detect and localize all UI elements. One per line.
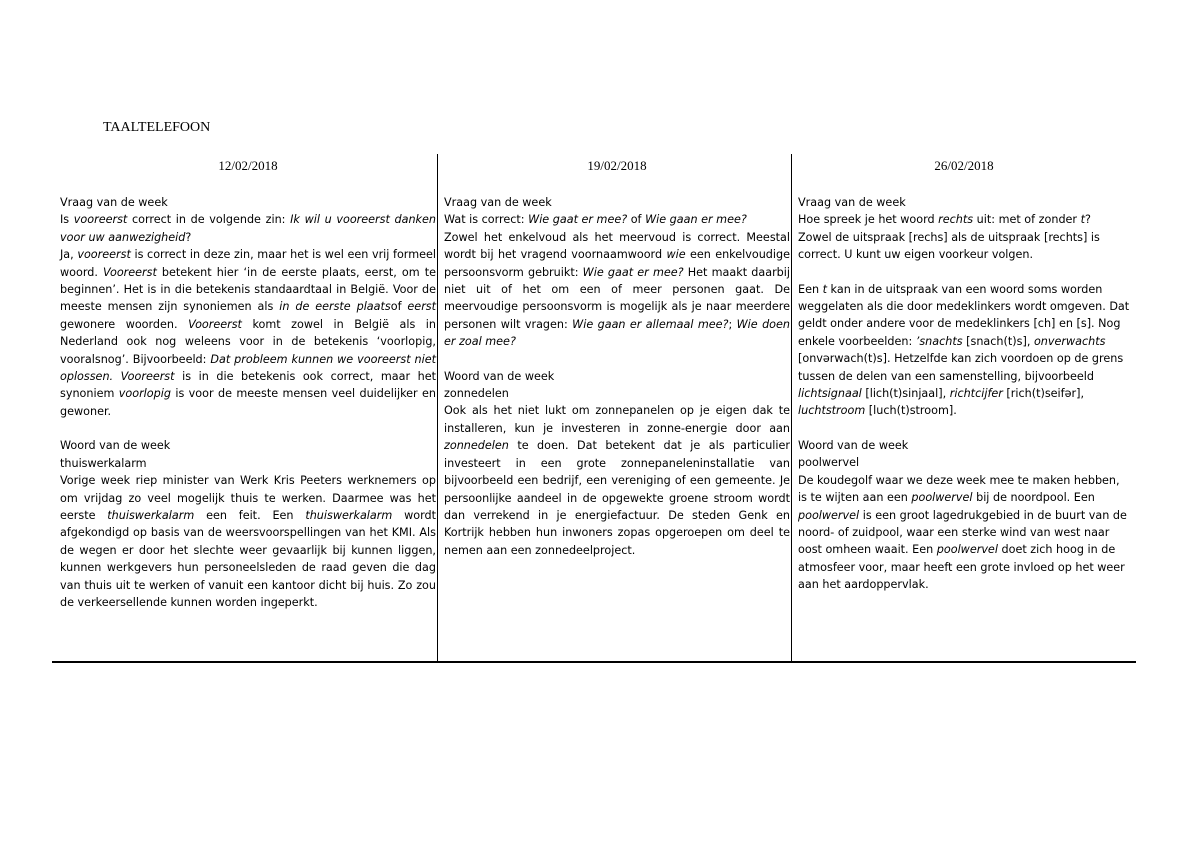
italic-term: poolwervel bbox=[798, 508, 860, 522]
word-of-week: zonnedelen bbox=[444, 387, 509, 401]
section-heading: Vraag van de week bbox=[60, 196, 168, 209]
italic-term: ’snachts bbox=[915, 334, 963, 348]
page-title: TAALTELEFOON bbox=[103, 120, 211, 135]
italic-term: eerst bbox=[407, 300, 437, 314]
italic-term: rechts bbox=[938, 213, 974, 227]
column-table bbox=[52, 154, 1136, 664]
italic-term: Wie gaan er allemaal mee? bbox=[572, 317, 729, 331]
answer-text: Zowel de uitspraak [rechs] als de uitspraak [rechts] is correct. U kunt uw eigen voorkeur volgen. bbox=[798, 230, 1100, 262]
question-text: Hoe spreek je het woord rechts uit: met of zonder t? bbox=[798, 213, 1091, 227]
section-heading: Woord van de week bbox=[60, 439, 171, 453]
section-word bbox=[798, 437, 1130, 594]
section-heading: Vraag van de week bbox=[444, 196, 552, 209]
column-26-02 bbox=[798, 154, 1130, 662]
question-text: Is vooreerst correct in de volgende zin: Ik wil u vooreerst danken voor uw aanwezigheid? bbox=[60, 213, 437, 244]
italic-term: onverwachts bbox=[1033, 334, 1106, 348]
section-word bbox=[60, 437, 436, 611]
italic-term: poolwervel bbox=[936, 543, 998, 557]
section-heading: Vraag van de week bbox=[798, 196, 906, 209]
column-divider bbox=[437, 154, 438, 662]
italic-term: vooreerst bbox=[77, 248, 131, 262]
italic-term: Wie gaan er mee? bbox=[645, 213, 747, 227]
answer-text: Ja, vooreerst is correct in deze zin, maar het is wel een vrij formeel woord. Vooreerst betekent hier ‘in de eerste plaats, eerst, om te beginnen’. Het is in die betekenis standaardtaal in België. Voor de meeste mensen zijn synoniemen als in de eerste plaatsof eerst gewonere woorden. Vooreerst komt zowel in België als in Nederland ook nog weleens voor in de betekenis ‘voorlopig, vooralsnog’. Bijvoorbeeld: Dat probleem kunnen we vooreerst niet oplossen. Vooreerst is in die betekenis ook correct, maar het synoniem voorlopig is voor de meeste mensen veel duidelijker en gewoner. bbox=[60, 248, 437, 418]
column-19-02 bbox=[444, 154, 790, 662]
question-text: Wat is correct: Wie gaat er mee? of Wie gaan er mee? bbox=[444, 213, 747, 227]
italic-term: thuiswerkalarm bbox=[107, 508, 195, 522]
italic-term: voorlopig bbox=[118, 387, 171, 401]
italic-term: Wie doen er zoal mee? bbox=[444, 317, 790, 349]
italic-term: Wie gaat er mee? bbox=[582, 265, 684, 279]
italic-term: Vooreerst bbox=[102, 265, 157, 279]
italic-term: wie bbox=[666, 248, 686, 262]
italic-term: luchtstroom bbox=[798, 404, 866, 418]
italic-term: in de eerste plaats bbox=[279, 300, 391, 314]
word-text: Vorige week riep minister van Werk Kris Peeters werknemers op om vrijdag zo veel mogelijk thuis te werken. Daarmee was het eerste thuiswerkalarm een feit. Een thuiswerkalarm wordt afgekondigd op basis van de weersvoorspellingen van het KMI. Als de wegen er door het slechte weer gevaarlijk bij kunnen liggen, kunnen werkgevers hun personeelsleden de raad geven die dag van thuis uit te werken of vanuit een kantoor dicht bij huis. Zo zou de verkeersellende kunnen worden ingeperkt. bbox=[60, 474, 436, 609]
section-word bbox=[444, 368, 790, 559]
italic-term: Wie gaat er mee? bbox=[528, 213, 628, 227]
italic-term: t bbox=[1080, 213, 1085, 227]
column-12-02 bbox=[60, 154, 436, 662]
italic-term: richtcijfer bbox=[949, 387, 1003, 401]
word-of-week: thuiswerkalarm bbox=[60, 456, 147, 470]
italic-term: t bbox=[822, 282, 827, 296]
italic-term: zonnedelen bbox=[444, 439, 509, 453]
answer-text-extra: Een t kan in de uitspraak van een woord soms worden weggelaten als die door medeklinkers wordt omgeven. Dat geldt onder andere voor de medeklinkers [ch] en [s]. Nog enkele voorbeelden: ’snachts [snach(t)s], onverwachts [onvərwach(t)s]. Hetzelfde kan zich voordoen op de grens tussen de delen van een samenstelling, bijvoorbeeld lichtsignaal [lich(t)sinjaal], richtcijfer [rich(t)seifər], luchtstroom [luch(t)stroom]. bbox=[798, 282, 1130, 418]
italic-term: poolwervel bbox=[911, 491, 973, 505]
answer-text: Zowel het enkelvoud als het meervoud is correct. Meestal wordt bij het vragend voornaamwoord wie een enkelvoudige persoonsvorm gebruikt: Wie gaat er mee? Het maakt daarbij niet uit of het om een of meer personen gaat. De meervoudige persoonsvorm is mogelijk als je naar meerdere personen wilt vragen: Wie gaan er allemaal mee?; Wie doen er zoal mee? bbox=[444, 230, 790, 349]
italic-term: Vooreerst bbox=[188, 317, 242, 331]
italic-term: Ik wil u vooreerst danken voor uw aanwezigheid bbox=[60, 213, 437, 244]
table-bottom-rule bbox=[52, 661, 1136, 663]
italic-term: thuiswerkalarm bbox=[305, 508, 393, 522]
section-question bbox=[444, 194, 790, 351]
section-question bbox=[798, 194, 1130, 420]
section-question bbox=[60, 194, 436, 420]
italic-term: Dat probleem kunnen we vooreerst niet oplossen. Vooreerst bbox=[60, 352, 436, 384]
italic-term: vooreerst bbox=[73, 213, 128, 227]
column-date: 26/02/2018 bbox=[934, 158, 994, 173]
word-text: Ook als het niet lukt om zonnepanelen op je eigen dak te installeren, kun je investeren in zonne-energie door aan zonnedelen te doen. Dat betekent dat je als particulier investeert in een grote zonnepaneleninstallatie van bijvoorbeeld een bedrijf, een vereniging of een gemeente. Je persoonlijke aandeel in de opgewekte groene stroom wordt dan verrekend in je energiefactuur. De steden Genk en Kortrijk hebben hun inwoners zopas opgeroepen om deel te nemen aan een zonnedeelproject. bbox=[444, 404, 790, 557]
column-date: 19/02/2018 bbox=[587, 158, 647, 173]
column-divider bbox=[791, 154, 792, 662]
section-heading: Woord van de week bbox=[444, 369, 555, 383]
column-date: 12/02/2018 bbox=[218, 158, 278, 173]
section-heading: Woord van de week bbox=[798, 438, 909, 452]
word-of-week: poolwervel bbox=[798, 456, 860, 470]
word-text: De koudegolf waar we deze week mee te maken hebben, is te wijten aan een poolwervel bij de noordpool. Een poolwervel is een groot lagedrukgebied in de buurt van de noord- of zuidpool, waar een sterke wind van west naar oost omheen waait. Een poolwervel doet zich hoog in de atmosfeer voor, maar heeft een grote invloed op het weer aan het aardoppervlak. bbox=[798, 473, 1127, 592]
italic-term: lichtsignaal bbox=[798, 387, 862, 401]
